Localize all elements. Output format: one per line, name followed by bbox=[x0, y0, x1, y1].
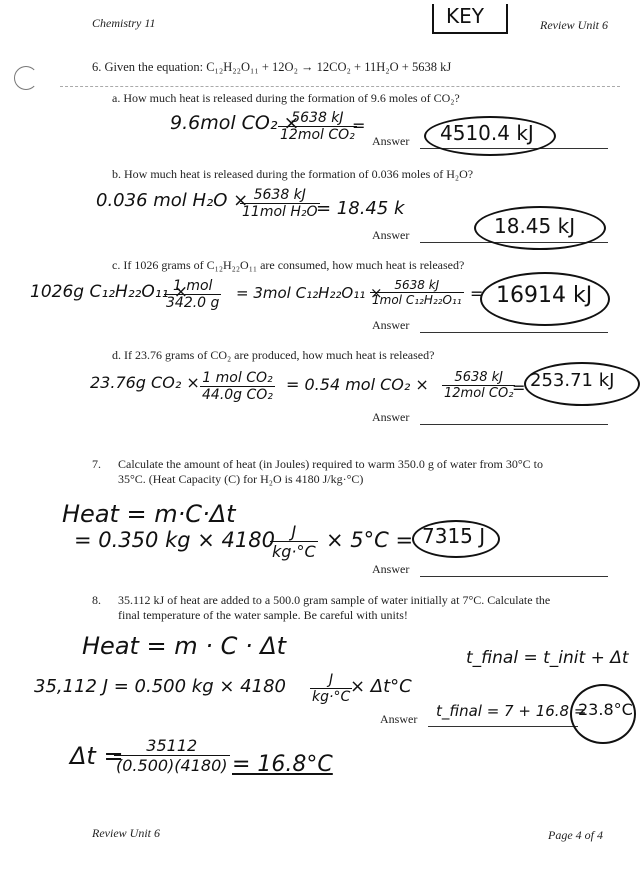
q7-answer: 7315 J bbox=[422, 524, 486, 548]
q6a-work-start: 9.6mol CO₂ × bbox=[170, 112, 300, 134]
q6c-work-mid: = 3mol C₁₂H₂₂O₁₁ × bbox=[236, 284, 383, 302]
q6d-fraction-1 bbox=[200, 370, 275, 403]
q8-frac-num: J bbox=[310, 672, 352, 689]
q8-work-line1: Heat = m · C · Δt bbox=[82, 632, 287, 660]
q6c-question: c. If 1026 grams of C₁₂H₂₂O₁₁ are consumed, how much heat is released? bbox=[112, 258, 465, 272]
divider bbox=[60, 86, 620, 87]
q6c-answer-label: Answer bbox=[372, 318, 410, 332]
q7-answer-label: Answer bbox=[372, 562, 410, 576]
q6b-fraction bbox=[240, 187, 320, 220]
q6d-frac2-num: 5638 kJ bbox=[442, 370, 515, 386]
q8-fraction bbox=[310, 672, 352, 705]
q8-frac-den: kg·°C bbox=[312, 689, 351, 705]
course-title: Chemistry 11 bbox=[92, 16, 156, 30]
q6a-frac-den: 12mol CO₂ bbox=[280, 127, 355, 143]
q7-number: 7. bbox=[92, 457, 101, 471]
q6b-work-start: 0.036 mol H₂O × bbox=[96, 190, 249, 211]
q8-dt-frac-num: 35112 bbox=[114, 736, 230, 756]
punch-hole-mark bbox=[14, 66, 38, 90]
q6d-answer-line bbox=[420, 424, 608, 425]
q6-prompt: 6. Given the equation: C₁₂H₂₂O₁₁ + 12O₂ → 12CO₂ + 11H₂O + 5638 kJ bbox=[92, 60, 452, 74]
q8-number: 8. bbox=[92, 593, 101, 607]
q6b-answer-label: Answer bbox=[372, 228, 410, 242]
q6a-frac-num: 5638 kJ bbox=[278, 110, 357, 127]
q8-tfinal-line1: t_final = t_init + Δt bbox=[466, 648, 629, 668]
q8-dt-frac-den: (0.500)(4180) bbox=[116, 756, 228, 775]
q6d-frac1-num: 1 mol CO₂ bbox=[200, 370, 275, 387]
q7-work-line1: Heat = m·C·Δt bbox=[62, 500, 236, 528]
q6c-frac1-den: 342.0 g bbox=[166, 295, 220, 311]
q6c-frac1-num: 1 mol bbox=[164, 278, 221, 295]
q6a-fraction bbox=[278, 110, 357, 143]
q7-work-end: × 5°C = bbox=[326, 528, 414, 552]
q7-answer-line bbox=[420, 576, 608, 577]
q8-tfinal-line2: t_final = 7 + 16.8 = bbox=[436, 702, 587, 720]
q6a-answer-label: Answer bbox=[372, 134, 410, 148]
q6d-question: d. If 23.76 grams of CO₂ are produced, how much heat is released? bbox=[112, 348, 435, 362]
footer-unit: Review Unit 6 bbox=[92, 826, 160, 840]
q8-dt-label: Δt = bbox=[70, 742, 124, 770]
key-stamp bbox=[432, 4, 508, 34]
q6c-frac2-den: 1mol C₁₂H₂₂O₁₁ bbox=[372, 293, 462, 307]
q8-work-line2-end: × Δt°C bbox=[350, 676, 412, 697]
q8-dt-result: = 16.8°C bbox=[232, 752, 333, 777]
q6c-fraction-2 bbox=[370, 278, 464, 307]
unit-header: Review Unit 6 bbox=[540, 18, 608, 32]
q6d-frac2-den: 12mol CO₂ bbox=[444, 386, 514, 401]
q8-question-line2: final temperature of the water sample. Be careful with units! bbox=[118, 608, 408, 622]
q6c-answer: 16914 kJ bbox=[496, 283, 593, 308]
q7-fraction bbox=[270, 522, 318, 561]
q7-frac-den: kg·°C bbox=[272, 542, 316, 561]
q6b-work-end: = 18.45 k bbox=[316, 198, 405, 219]
q8-dt-fraction bbox=[114, 736, 230, 775]
q6c-work-end: = bbox=[470, 284, 484, 303]
q6b-frac-den: 11mol H₂O bbox=[242, 204, 318, 220]
key-label: KEY bbox=[446, 4, 484, 28]
q6b-answer: 18.45 kJ bbox=[494, 214, 576, 238]
q6b-frac-num: 5638 kJ bbox=[240, 187, 320, 204]
q7-question-line1: Calculate the amount of heat (in Joules) required to warm 350.0 g of water from 30°C to bbox=[118, 457, 544, 471]
q8-question-line1: 35.112 kJ of heat are added to a 500.0 gram sample of water initially at 7°C. Calculate the bbox=[118, 593, 551, 607]
footer-page-number: Page 4 of 4 bbox=[548, 828, 603, 842]
q6d-answer: 253.71 kJ bbox=[530, 370, 615, 391]
q6d-work-end: = bbox=[512, 378, 526, 397]
q6d-work-start: 23.76g CO₂ × bbox=[90, 373, 200, 392]
q6a-question: a. How much heat is released during the formation of 9.6 moles of CO₂? bbox=[112, 91, 460, 105]
q6d-work-mid: = 0.54 mol CO₂ × bbox=[286, 375, 429, 394]
q6c-answer-line bbox=[420, 332, 608, 333]
q7-frac-num: J bbox=[270, 522, 318, 542]
q6d-fraction-2 bbox=[442, 370, 515, 401]
q6c-frac2-num: 5638 kJ bbox=[370, 278, 464, 293]
q8-answer: 23.8°C bbox=[578, 700, 633, 719]
q6d-answer-label: Answer bbox=[372, 410, 410, 424]
q7-question-line2: 35°C. (Heat Capacity (C) for H₂O is 4180 J/kg·°C) bbox=[118, 472, 364, 486]
q6a-answer: 4510.4 kJ bbox=[440, 121, 534, 145]
q8-work-line2-start: 35,112 J = 0.500 kg × 4180 bbox=[34, 676, 286, 697]
q6a-work-end: = bbox=[352, 116, 366, 135]
q6d-frac1-den: 44.0g CO₂ bbox=[202, 387, 273, 403]
q6b-question: b. How much heat is released during the formation of 0.036 moles of H₂O? bbox=[112, 167, 474, 181]
q6c-work-start: 1026g C₁₂H₂₂O₁₁ × bbox=[30, 282, 189, 302]
q7-work-start: = 0.350 kg × 4180 bbox=[74, 528, 275, 552]
q6c-fraction-1 bbox=[164, 278, 221, 311]
q8-answer-line bbox=[428, 726, 578, 727]
q8-answer-label: Answer bbox=[380, 712, 418, 726]
